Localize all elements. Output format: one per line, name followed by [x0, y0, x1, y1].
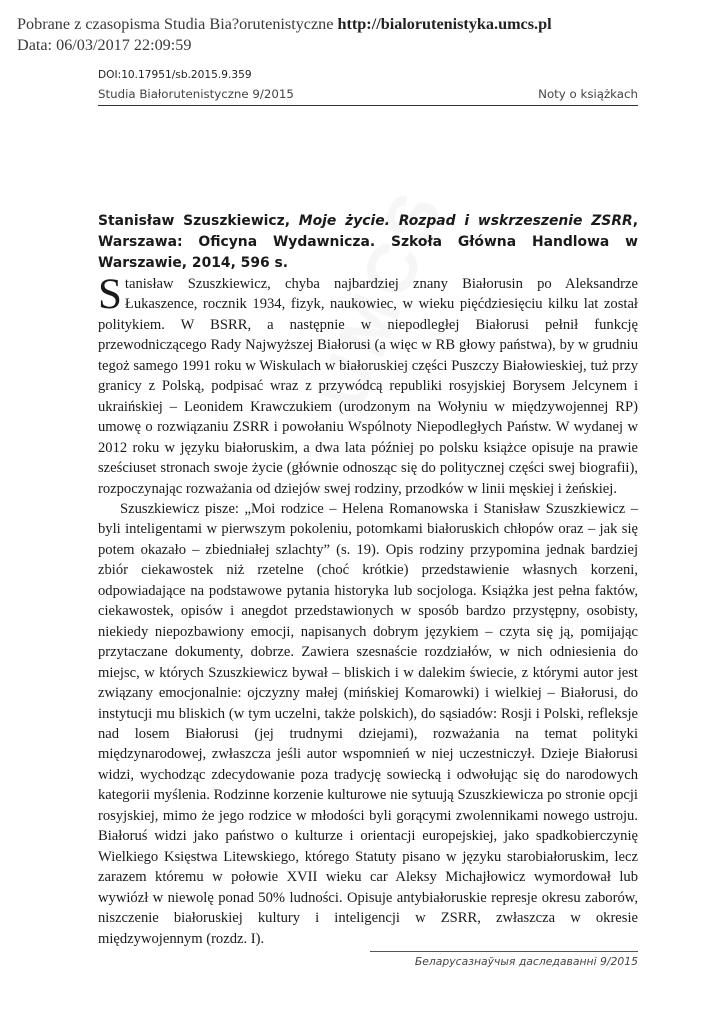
header-divider — [98, 105, 638, 106]
footer-divider — [370, 951, 638, 952]
review-heading — [98, 211, 638, 274]
download-date: Data: 06/03/2017 22:09:59 — [17, 36, 192, 54]
drop-cap: S — [98, 271, 122, 318]
footer-journal: Беларусазнаўчыя даследаванні 9/2015 — [414, 955, 638, 968]
book-publication: , Warszawa: Oficyna Wydawnicza. Szkoła Główna Handlowa w Warszawie, 2014, 596 s. — [98, 213, 638, 271]
paragraph-2: Szuszkiewicz pisze: „Moi rodzice – Helena Romanowska i Stanisław Szuszkiewicz – byli inteligentami w pierwszym pokoleniu, potomkami białoruskich chłopów oraz – jak się potem okazało – zbiedniałej szlachty” (s. 19). Opis rodziny przypomina jednak bardziej zbiór ciekawostek niż rzetelne (choć krótkie) przedstawienie własnych korzeni, odpowiadające na podstawowe pytania historyka lub socjologa. Książka jest pełna faktów, ciekawostek, opisów i anegdot przedstawionych w sposób bardzo przystępny, osobisty, niekiedy niepozbawiony emocji, napisanych dobrym językiem – czyta się ją, pomijając przytaczane dokumenty, dobrze. Zawiera szesnaście rozdziałów, w nich odniesienia do miejsc, w których Szuszkiewicz bywał – bliskich i w dalekim świecie, z którymi autor jest związany emocjonalnie: ojczyzny małej (mińskiej Komarowki) i wielkiej – Białorusi, do instytucji mu bliskich (w tym uczelni, także polskich), do sąsiadów: Rosji i Polski, refleksje nad losem Białorusi (jej trudnymi dziejami), rozważania na temat polityki międzynarodowej, zwłaszcza jeśli autor wspomnień w niej uczestniczył. Dzieje Białorusi widzi, wychodząc zdecydowanie poza tradycję sowiecką i odwołując się do narodowych kategorii myślenia. Rodzinne korzenie kulturowe nie sytuują Szuszkiewicza po stronie opcji rosyjskiej, mimo że jego rodzice w młodości byli gorącymi zwolennikami nowego ustroju. Białoruś widzi jako państwo o kulturze i orientacji europejskiej, jako spadkobierczynię Wielkiego Księstwa Litewskiego, którego Statuty pisano w języku starobiałoruskim, lecz zarazem któremu w połowie XVII wieku car Aleksy Michajłowicz wymordował lub wywiózł w niewolę ponad 50% ludności. Opisuje antybiałoruskie represje okresu zaborów, niszczenie białoruskiej kultury i inteligencji w ZSRR, zwłaszcza w okresie międzywojennym (rozdz. I). — [98, 500, 638, 947]
review-body — [98, 271, 638, 949]
source-url-link[interactable]: http://bialorutenistyka.umcs.pl — [337, 15, 552, 33]
book-author: Stanisław Szuszkiewicz, — [98, 213, 299, 229]
paragraph-1 — [98, 271, 638, 499]
download-source-line — [17, 14, 552, 35]
book-title: Moje życie. Rozpad i wskrzeszenie ZSRR — [298, 213, 633, 229]
download-source-text: Pobrane z czasopisma Studia Bia?orutenistyczne — [17, 15, 338, 33]
download-banner — [17, 14, 552, 56]
doi-label: DOI:10.17951/sb.2015.9.359 — [98, 69, 252, 81]
section-name: Noty o książkach — [538, 87, 638, 101]
journal-name: Studia Białorutenistyczne 9/2015 — [98, 87, 294, 101]
paragraph-1-text: tanisław Szuszkiewicz, chyba najbardziej znany Białorusin po Aleksandrze Łukaszence, rocznik 1934, fizyk, naukowiec, w wieku pięćdziesięciu kilku lat został politykiem. W BSRR, a następnie w niepodległej Białorusi pełnił funkcję przewodniczącego Rady Najwyższej Białorusi (a więc w RB głowy państwa), by w grudniu tegoż samego 1991 roku w Wiskulach w białoruskiej części Puszczy Białowieskiej, tuż przy granicy z Polską, podpisać wraz z przywódcą republiki rosyjskiej Borysem Jelcynem i ukraińskiej – Leonidem Krawczukiem (urodzonym na Wołyniu w międzywojennej RP) umowę o rozwiązaniu ZSRR i powołaniu Wspólnoty Niepodległych Państw. W wydanej w 2012 roku w języku białoruskim, a dwa lata później po polsku książce opisuje na prawie sześciuset stronach swoje życie (głównie odnosząc się do politycznej części swej biografii), rozpoczynając rozważania od dziejów swej rodziny, przodków w linii męskiej i żeńskiej. — [98, 276, 638, 497]
